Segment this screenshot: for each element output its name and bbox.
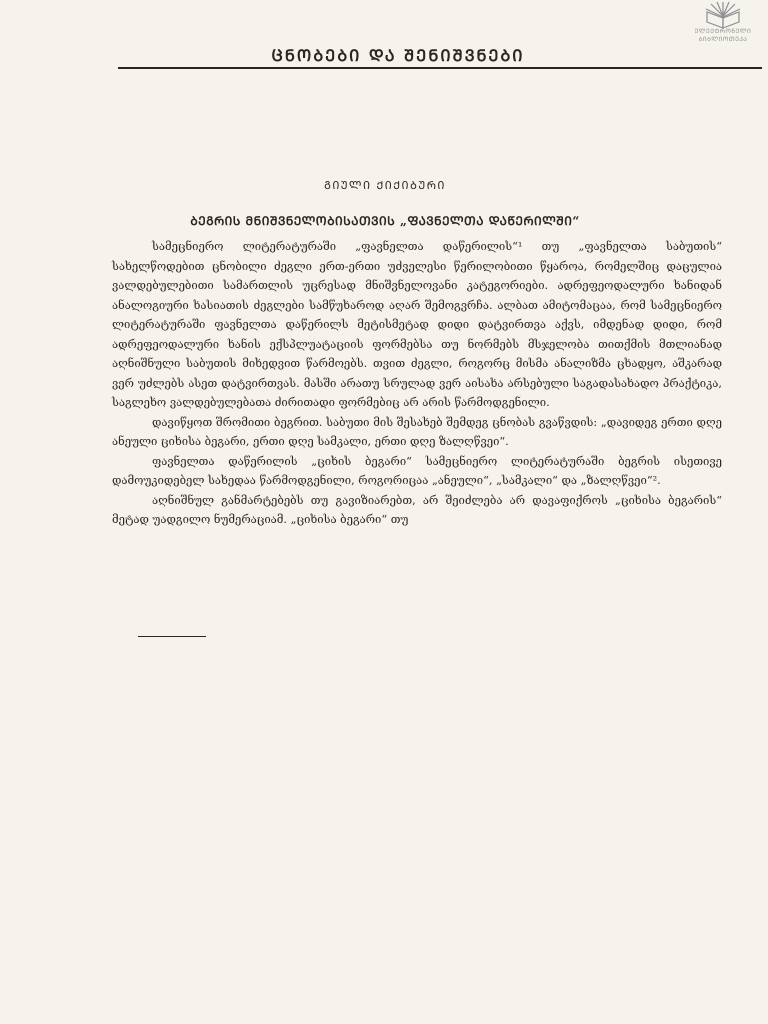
page-header: ᲪᲜᲝᲑᲔᲑᲘ ᲓᲐ ᲨᲔᲜᲘᲨᲕᲜᲔᲑᲘ [271, 46, 525, 65]
article-title: ᲑᲔᲒᲠᲘᲡ ᲛᲜᲘᲨᲕᲜᲔᲚᲝᲑᲘᲡᲐᲗᲕᲘᲡ „ᲤᲐᲕᲜᲔᲚᲗᲐ ᲓᲐᲬᲔᲠᲘᲚᲨᲘ“ [190, 214, 580, 228]
header-rule [118, 67, 762, 69]
library-logo [686, 0, 760, 56]
paragraph: დავიწყოთ შრომითი ბეგრით. საბუთი მის შესახებ შემდეგ ცნობას გვაწვდის: „დავიდეგ ერთი დღე ანეული ციხისა ბეგარი, ერთი დღე სამკალი, ერთი დღე ზალღწვეი“. [112, 415, 722, 448]
open-book-icon [703, 0, 743, 30]
paragraph: ფავნელთა დაწერილის „ციხის ბეგარი“ სამეცნიერო ლიტერატურაში ბეგრის ისეთივე დამოუკიდებელ სახედაა წარმოდგენილი, როგორიცაა „ანეული“, „სამკალი“ და „ზალღწვეი“². [112, 454, 722, 487]
article-author: ᲒᲘᲣᲚᲘ ᲥᲘᲥᲘᲑᲣᲠᲘ [324, 179, 446, 192]
footnote-rule [138, 636, 206, 637]
paragraph: აღნიშნულ განმარტებებს თუ გავიზიარებთ, არ შეიძლება არ დავაფიქროს „ციხისა ბეგარის“ მეტად უადგილო ნუმერაციამ. „ციხისა ბეგარი“ თუ [112, 493, 722, 526]
logo-line-1: ᲔᲚᲔᲥᲢᲠᲝᲜᲣᲚᲘ [694, 28, 752, 35]
logo-line-2: ᲑᲘᲑᲚᲘᲝᲗᲔᲙᲐ [698, 36, 748, 43]
article-body [112, 237, 722, 530]
paragraph: სამეცნიერო ლიტერატურაში „ფავნელთა დაწერილის“¹ თუ „ფავნელთა საბუთის“ სახელწოდებით ცნობილი ძეგლი ერთ-ერთი უძველესი წერილობითი წყაროა, რომელშიც დაცულია ვალდებულებითი სამართლის უცრესად მნიშვნელოვანი კატეგორიები. ადრეფეოდალური ხანიდან ანალოგიური ხასიათის ძეგლები სამწუხაროდ აღარ შემოგვრჩა. ალბათ ამიტომაცაა, რომ სამეცნიერო ლიტერატურაში ფავნელთა დაწერილს მეტისმეტად დიდი დატვირთვა აქვს, იმდენად დიდი, რომ ადრეფეოდალური ხანის ექსპლუატაციის ფორმებსა თუ ნორმებს მსჯელობა თითქმის მთლიანად აღნიშნული საბუთის მიხედვით წარმოებს. თვით ძეგლი, როგორც მისმა ანალიზმა ცხადყო, აშკარად ვერ უძლებს ასეთ დატვირთვას. მასში არათუ სრულად ვერ აისახა არსებული საგადასახადო პრაქტიკა, საგლეხო ვალდებულებათა ძირითადი ფორმებიც არ არის წარმოდგენილი. [112, 240, 722, 409]
